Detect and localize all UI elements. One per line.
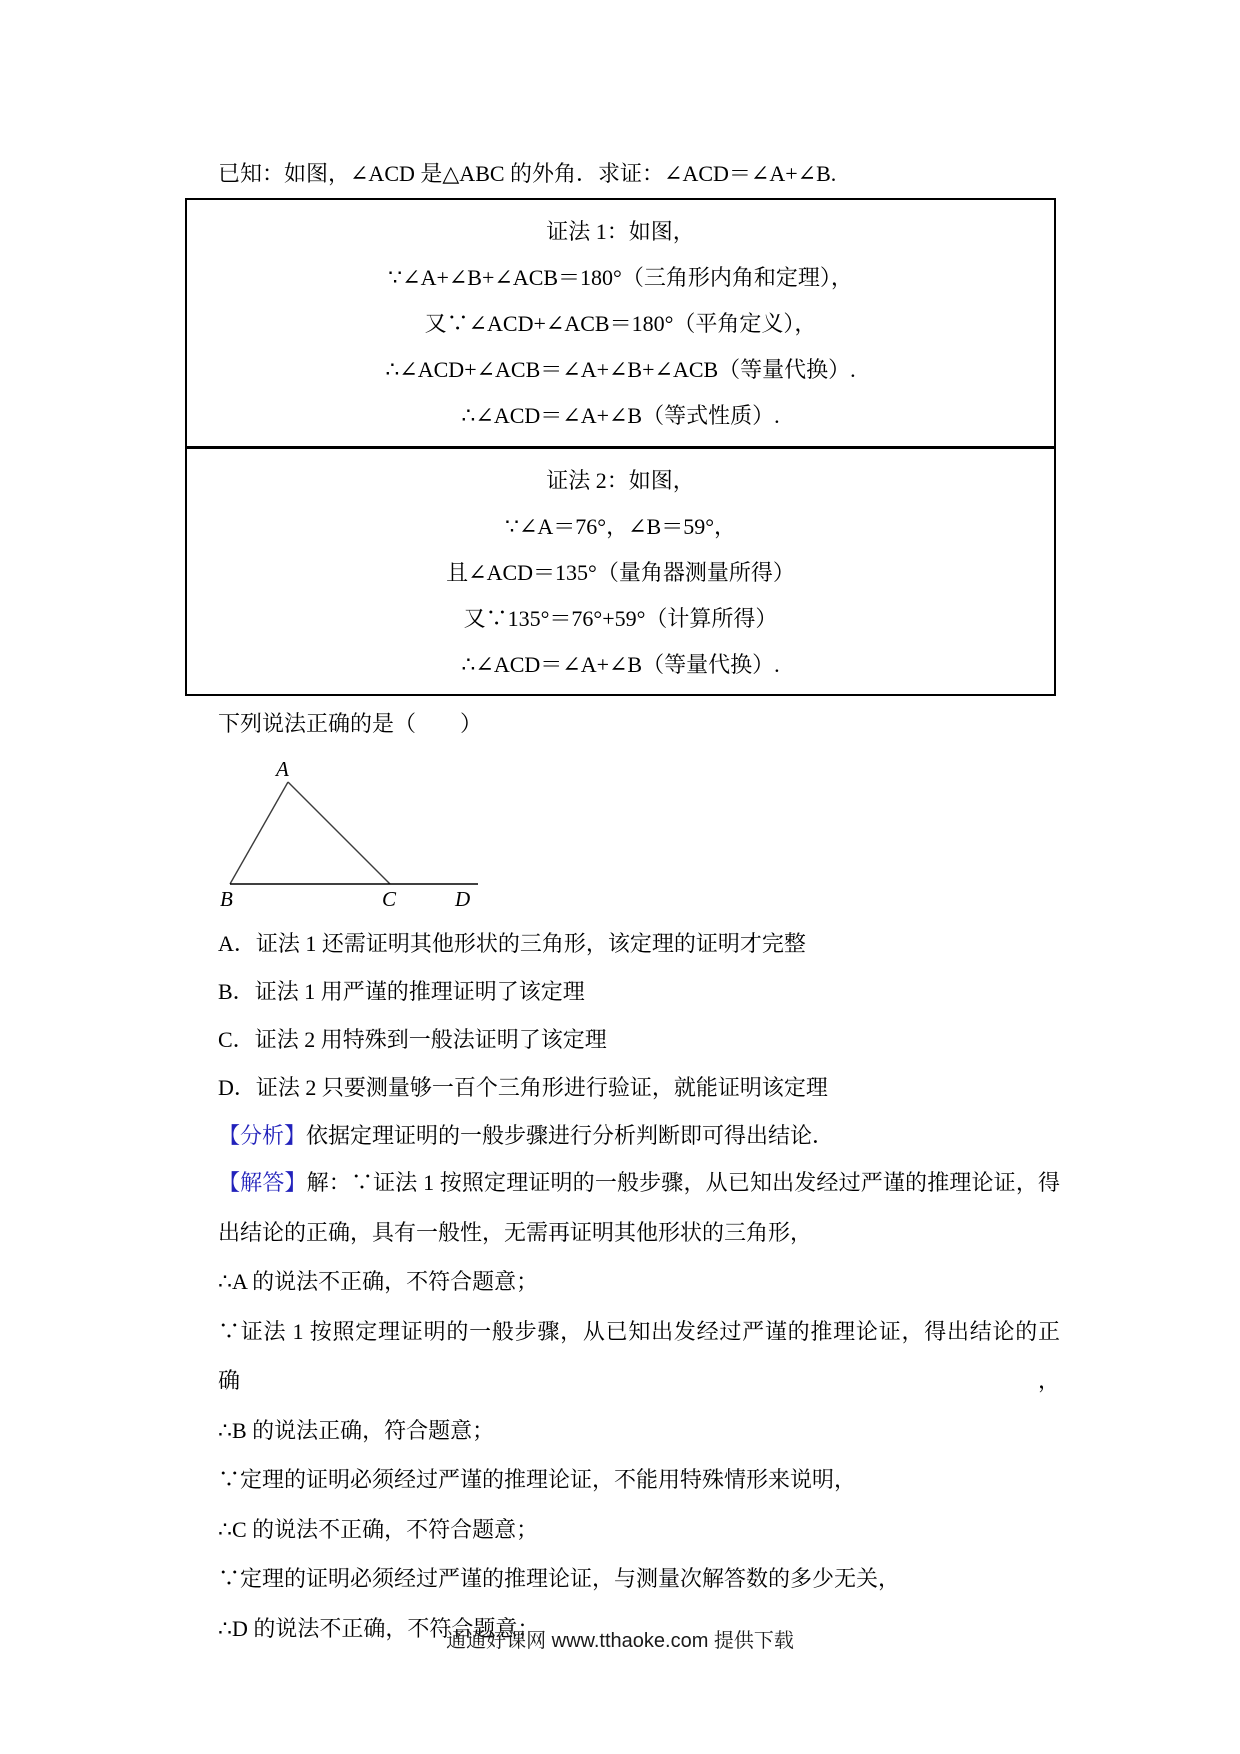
proof-1-box <box>187 200 1054 446</box>
option-b <box>218 968 828 1016</box>
option-a-text: 证法 1 还需证明其他形状的三角形，该定理的证明才完整 <box>255 931 806 956</box>
proof-1-line-4: ∴∠ACD+∠ACB＝∠A+∠B+∠ACB（等量代换）. <box>385 357 856 383</box>
option-d-text: 证法 2 只要测量够一百个三角形进行验证，就能证明该定理 <box>255 1075 828 1100</box>
proof-1-line-3: 又∵∠ACD+∠ACB＝180°（平角定义）， <box>424 311 817 337</box>
proof-1-line-5: ∴∠ACD＝∠A+∠B（等式性质）. <box>461 403 780 429</box>
analysis-section <box>218 1119 834 1150</box>
option-a-label: A． <box>218 931 256 956</box>
solution-line-6: ∵定理的证明必须经过严谨的推理论证，不能用特殊情形来说明， <box>218 1467 857 1492</box>
proof-2-line-3: 且∠ACD＝135°（量角器测量所得） <box>446 559 795 585</box>
option-c <box>218 1016 828 1064</box>
proof-2-box <box>187 446 1054 695</box>
solution-line-8: ∵定理的证明必须经过严谨的推理论证，与测量次解答数的多少无关， <box>218 1566 901 1591</box>
options-list <box>218 920 828 1112</box>
proof-2-line-5: ∴∠ACD＝∠A+∠B（等量代换）. <box>461 651 780 677</box>
vertex-label-c: C <box>382 887 397 911</box>
option-d <box>218 1064 828 1112</box>
option-c-text: 证法 2 用特殊到一般法证明了该定理 <box>254 1027 607 1052</box>
question-text: 下列说法正确的是（ ） <box>218 711 483 736</box>
proof-table <box>185 198 1056 696</box>
solution-section <box>218 1158 1060 1653</box>
solution-line-5: ∴B 的说法正确，符合题意； <box>218 1417 495 1443</box>
solution-line-1 <box>218 1158 1060 1208</box>
vertex-label-b: B <box>220 887 233 911</box>
option-b-label: B． <box>218 979 255 1004</box>
proof-2-line-4: 又∵135°＝76°+59°（计算所得） <box>463 605 778 631</box>
solution-line-7: ∴C 的说法不正确，不符合题意； <box>218 1516 539 1542</box>
solution-line-3: ∴A 的说法不正确，不符合题意； <box>218 1269 539 1294</box>
option-a <box>218 920 828 968</box>
triangle-figure <box>210 748 500 920</box>
triangle-side-ab <box>230 782 288 884</box>
solution-line-1-text: 解：∵证法 1 按照定理证明的一般步骤，从已知出发经过严谨的推理论证，得 <box>306 1170 1060 1195</box>
solution-tag: 【解答】 <box>218 1170 307 1195</box>
option-b-text: 证法 1 用严谨的推理证明了该定理 <box>254 979 585 1004</box>
analysis-text: 依据定理证明的一般步骤进行分析判断即可得出结论． <box>306 1123 835 1148</box>
proof-2-line-1: 证法 2：如图， <box>546 467 695 493</box>
site-footer: 通通好课网 www.tthaoke.com 提供下载 <box>446 1630 794 1652</box>
proof-1-line-2: ∵∠A+∠B+∠ACB＝180°（三角形内角和定理）， <box>388 265 853 291</box>
solution-line-2: 出结论的正确，具有一般性，无需再证明其他形状的三角形， <box>218 1219 813 1245</box>
solution-line-4: ∵证法 1 按照定理证明的一般步骤，从已知出发经过严谨的推理论证，得出结论的正确， <box>218 1318 1060 1393</box>
proof-2-line-2: ∵∠A＝76°，∠B＝59°， <box>504 513 737 539</box>
proof-1-line-1: 证法 1：如图， <box>546 219 695 245</box>
vertex-label-a: A <box>276 757 289 781</box>
triangle-side-ac <box>288 782 390 884</box>
problem-statement: 已知：如图，∠ACD 是△ABC 的外角．求证：∠ACD＝∠A+∠B. <box>218 161 837 186</box>
analysis-tag: 【分析】 <box>218 1123 307 1148</box>
option-c-label: C． <box>218 1027 255 1052</box>
solution-line-9: ∴D 的说法不正确，不符合题意； <box>218 1615 540 1641</box>
vertex-label-d: D <box>455 887 471 911</box>
option-d-label: D． <box>218 1075 256 1100</box>
